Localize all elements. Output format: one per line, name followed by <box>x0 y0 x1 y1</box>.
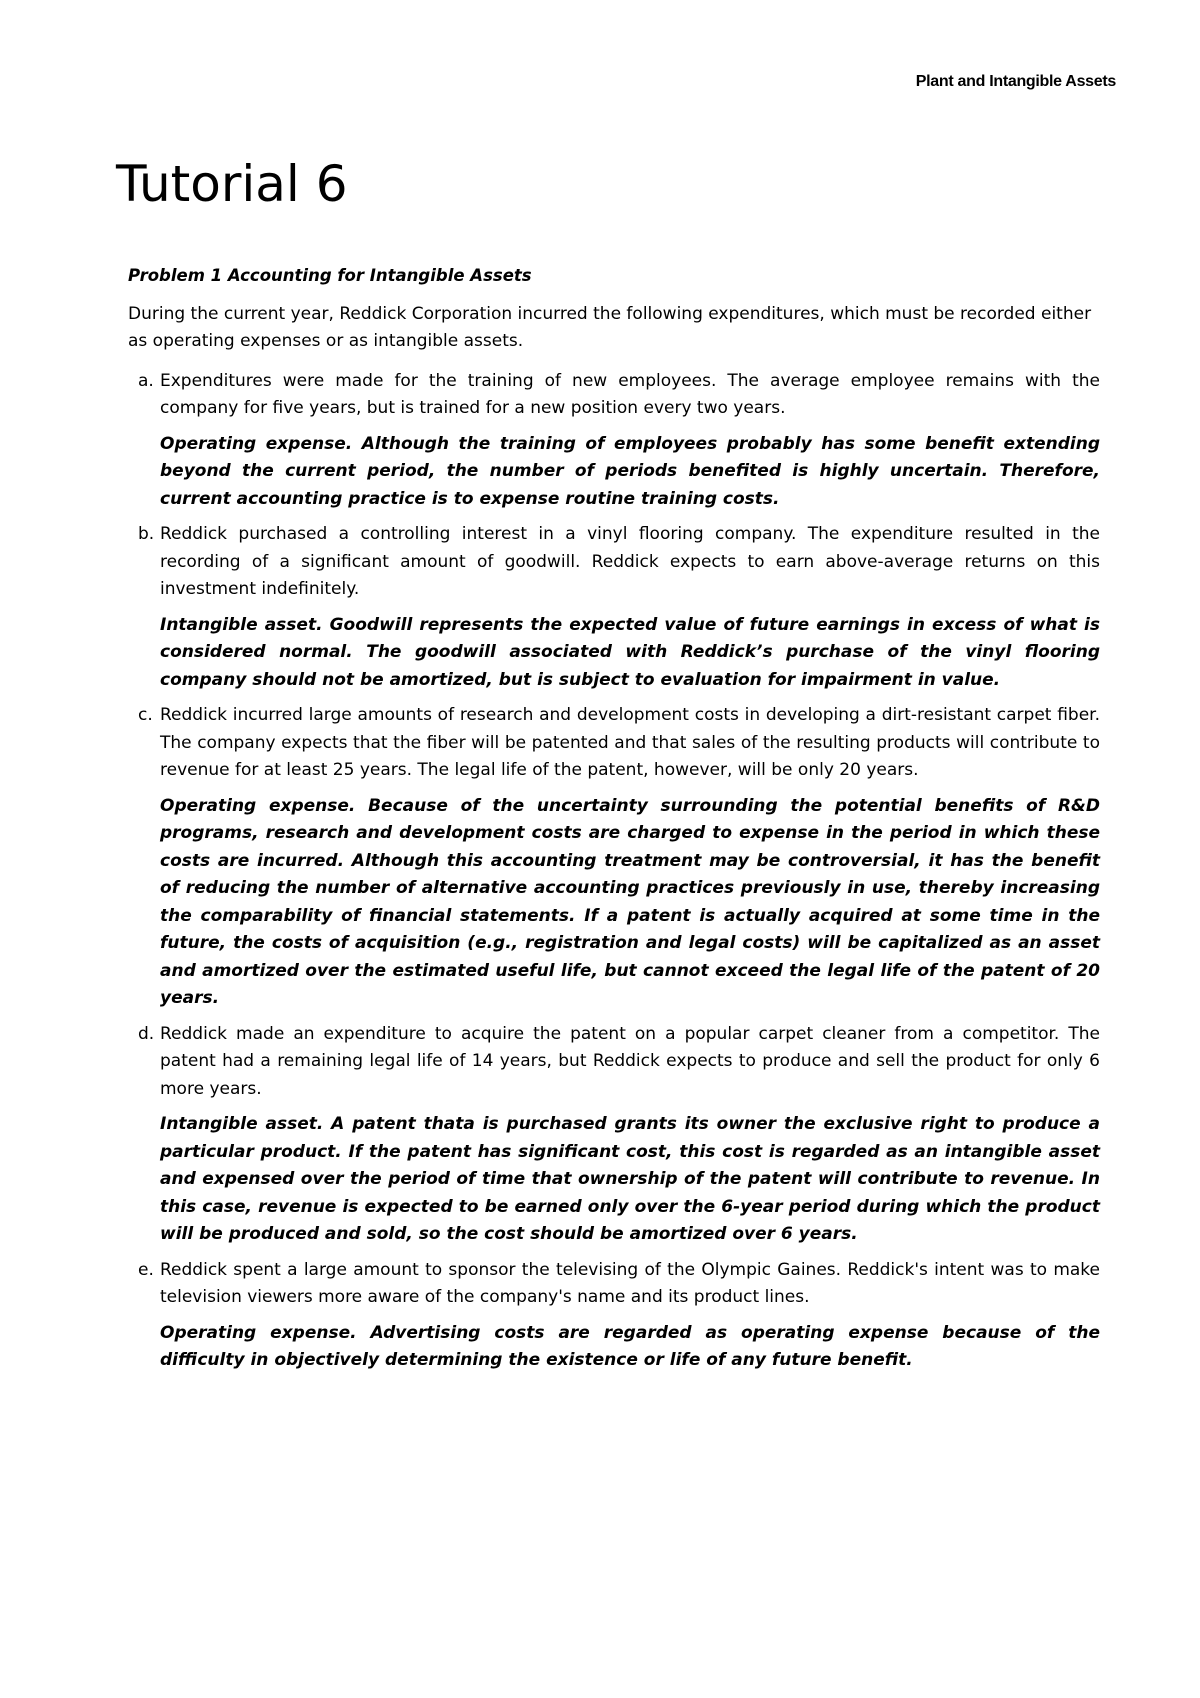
item-letter: e. <box>138 1259 154 1280</box>
item-answer: Operating expense. Because of the uncertainty surrounding the potential benefits of R&D programs, research and development costs are charged to expense in the period in which these costs are incurred. Although this accounting treatment may be controversial, it has the benefit of reducing the number of alternative accounting practices previously in use, thereby increasing the comparability of financial statements. If a patent is actually acquired at some time in the future, the costs of acquisition (e.g., registration and legal costs) will be capitalized as an asset and amortized over the estimated useful life, but cannot exceed the legal life of the patent of 20 years. <box>160 795 1100 1008</box>
list-item-c <box>128 702 1100 1013</box>
item-question: Expenditures were made for the training of new employees. The average employee remains with the company for five years, but is trained for a new position every two years. <box>160 370 1100 418</box>
page-title: Tutorial 6 <box>116 155 348 213</box>
document-body <box>128 262 1100 1383</box>
list-item-e <box>128 1257 1100 1375</box>
item-answer: Operating expense. Although the training of employees probably has some benefit extending beyond the current period, the number of periods benefited is highly uncertain. Therefore, current accounting practice is to expense routine training costs. <box>160 433 1100 509</box>
item-answer: Operating expense. Advertising costs are regarded as operating expense because of the difficulty in objectively determining the existence or life of any future benefit. <box>160 1322 1100 1370</box>
item-answer: Intangible asset. Goodwill represents the expected value of future earnings in excess of what is considered normal. The goodwill associated with Reddick’s purchase of the vinyl flooring company should not be amortized, but is subject to evaluation for impairment in value. <box>160 614 1100 690</box>
item-letter: d. <box>138 1023 155 1044</box>
problem-heading: Problem 1 Accounting for Intangible Assets <box>128 266 532 285</box>
list-item-a <box>128 368 1100 514</box>
item-answer: Intangible asset. A patent thata is purchased grants its owner the exclusive right to produce a particular product. If the patent has significant cost, this cost is regarded as an intangible asset and expensed over the period of time that ownership of the patent will contribute to revenue. In this case, revenue is expected to be earned only over the 6-year period during which the product will be produced and sold, so the cost should be amortized over 6 years. <box>160 1114 1100 1244</box>
item-letter: b. <box>138 524 155 544</box>
item-question: Reddick made an expenditure to acquire the patent on a popular carpet cleaner from a competitor. The patent had a remaining legal life of 14 years, but Reddick expects to produce and sell the product for only 6 more years. <box>160 1023 1100 1099</box>
running-header: Plant and Intangible Assets <box>915 73 1116 90</box>
item-letter: a. <box>138 370 154 391</box>
list-item-b <box>128 521 1100 694</box>
item-question: Reddick incurred large amounts of research and development costs in developing a dirt-resistant carpet fiber. The company expects that the fiber will be patented and that sales of the resulting products will contribute to revenue for at least 25 years. The legal life of the patent, however, will be only 20 years. <box>160 705 1100 780</box>
problem-intro: During the current year, Reddick Corporation incurred the following expenditures, which must be recorded either as operating expenses or as intangible assets. <box>128 303 1092 351</box>
item-question: Reddick purchased a controlling interest in a vinyl flooring company. The expenditure resulted in the recording of a significant amount of goodwill. Reddick expects to earn above-average returns on this investment indefinitely. <box>160 524 1100 599</box>
item-letter: c. <box>138 705 153 725</box>
list-item-d <box>128 1021 1100 1249</box>
item-question: Reddick spent a large amount to sponsor the televising of the Olympic Gaines. Reddick's intent was to make television viewers more aware of the company's name and its product lines. <box>160 1259 1100 1307</box>
